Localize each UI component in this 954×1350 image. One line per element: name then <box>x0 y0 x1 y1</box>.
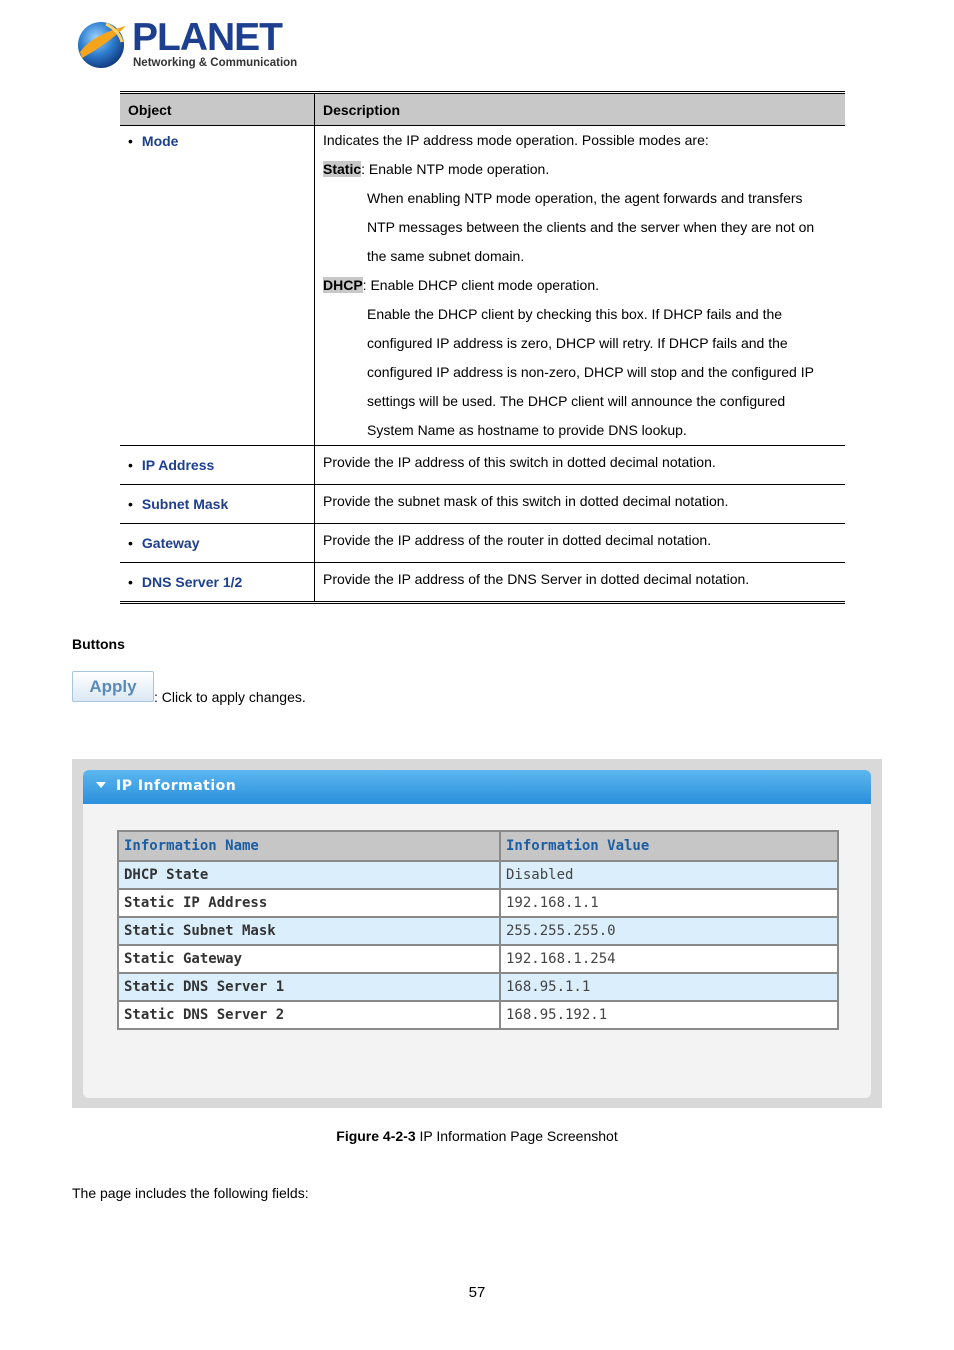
column-header-object: Object <box>120 93 315 126</box>
information-name: Static DNS Server 2 <box>118 1001 500 1029</box>
dhcp-detail-line: settings will be used. The DHCP client will announce the configured <box>367 393 786 409</box>
planet-logo <box>76 16 298 72</box>
panel-title: IP Information <box>116 778 237 794</box>
bullet-icon: • <box>128 496 133 512</box>
object-name: Gateway <box>141 535 200 551</box>
table-row-gateway <box>120 524 845 563</box>
static-detail-line: NTP messages between the clients and the server when they are not on <box>367 219 815 235</box>
information-name: Static Subnet Mask <box>118 917 500 945</box>
table-row <box>118 1001 838 1029</box>
information-value: Disabled <box>500 861 838 889</box>
dhcp-text: : Enable DHCP client mode operation. <box>362 277 599 293</box>
object-name: Mode <box>141 132 179 149</box>
figure-caption <box>0 1128 954 1144</box>
information-value: 255.255.255.0 <box>500 917 838 945</box>
object-description: Provide the IP address of the router in dotted decimal notation. <box>323 532 712 548</box>
dhcp-detail-line: System Name as hostname to provide DNS lookup. <box>367 422 687 438</box>
object-name: Subnet Mask <box>141 496 229 512</box>
bullet-icon: • <box>128 132 133 149</box>
table-row <box>118 889 838 917</box>
fields-intro: The page includes the following fields: <box>72 1185 309 1201</box>
information-name: Static DNS Server 1 <box>118 973 500 1001</box>
information-name: Static Gateway <box>118 945 500 973</box>
static-detail-line: the same subnet domain. <box>367 248 525 264</box>
table-row-ip-address <box>120 446 845 485</box>
column-header-description: Description <box>315 93 846 126</box>
mode-intro: Indicates the IP address mode operation. Possible modes are: <box>323 132 709 148</box>
dhcp-detail-line: configured IP address is non-zero, DHCP will stop and the configured IP <box>367 364 814 380</box>
figure-text: IP Information Page Screenshot <box>415 1128 618 1144</box>
buttons-heading: Buttons <box>72 636 125 652</box>
bullet-icon: • <box>128 535 133 551</box>
static-text: : Enable NTP mode operation. <box>361 161 550 177</box>
table-row <box>118 945 838 973</box>
apply-button[interactable]: Apply <box>72 671 154 702</box>
object-name: IP Address <box>141 457 215 473</box>
information-value: 168.95.192.1 <box>500 1001 838 1029</box>
collapse-triangle-icon[interactable] <box>96 782 106 788</box>
object-description-table <box>120 91 845 604</box>
figure-label: Figure 4-2-3 <box>336 1128 416 1144</box>
table-row <box>118 861 838 889</box>
table-row-mode <box>120 126 845 446</box>
static-detail-line: When enabling NTP mode operation, the agent forwards and transfers <box>367 190 803 206</box>
bullet-icon: • <box>128 574 133 590</box>
dhcp-detail-line: Enable the DHCP client by checking this box. If DHCP fails and the <box>367 306 783 322</box>
static-label: Static <box>323 161 362 177</box>
object-description: Provide the IP address of this switch in dotted decimal notation. <box>323 454 716 470</box>
information-name: DHCP State <box>118 861 500 889</box>
page-number: 57 <box>468 1284 486 1301</box>
dhcp-detail-line: configured IP address is zero, DHCP will retry. If DHCP fails and the <box>367 335 788 351</box>
dhcp-label: DHCP <box>323 277 363 293</box>
column-header-information-name: Information Name <box>118 831 500 861</box>
ip-information-panel <box>83 770 871 1098</box>
table-row-subnet-mask <box>120 485 845 524</box>
column-header-information-value: Information Value <box>500 831 838 861</box>
brand-name: PLANET <box>132 16 282 59</box>
object-name: DNS Server 1/2 <box>141 574 243 590</box>
table-row <box>118 973 838 1001</box>
table-row-dns-server <box>120 563 845 603</box>
panel-header[interactable] <box>83 770 871 804</box>
object-description: Provide the IP address of the DNS Server in dotted decimal notation. <box>323 571 750 587</box>
brand-tagline: Networking & Communication <box>133 57 298 69</box>
object-description: Provide the subnet mask of this switch in dotted decimal notation. <box>323 493 729 509</box>
ip-information-table <box>117 830 839 1030</box>
bullet-icon: • <box>128 457 133 473</box>
information-name: Static IP Address <box>118 889 500 917</box>
information-value: 192.168.1.1 <box>500 889 838 917</box>
globe-logo-icon <box>76 18 128 70</box>
apply-description: : Click to apply changes. <box>154 689 306 705</box>
table-row <box>118 917 838 945</box>
information-value: 192.168.1.254 <box>500 945 838 973</box>
ip-information-screenshot <box>72 759 882 1108</box>
information-value: 168.95.1.1 <box>500 973 838 1001</box>
